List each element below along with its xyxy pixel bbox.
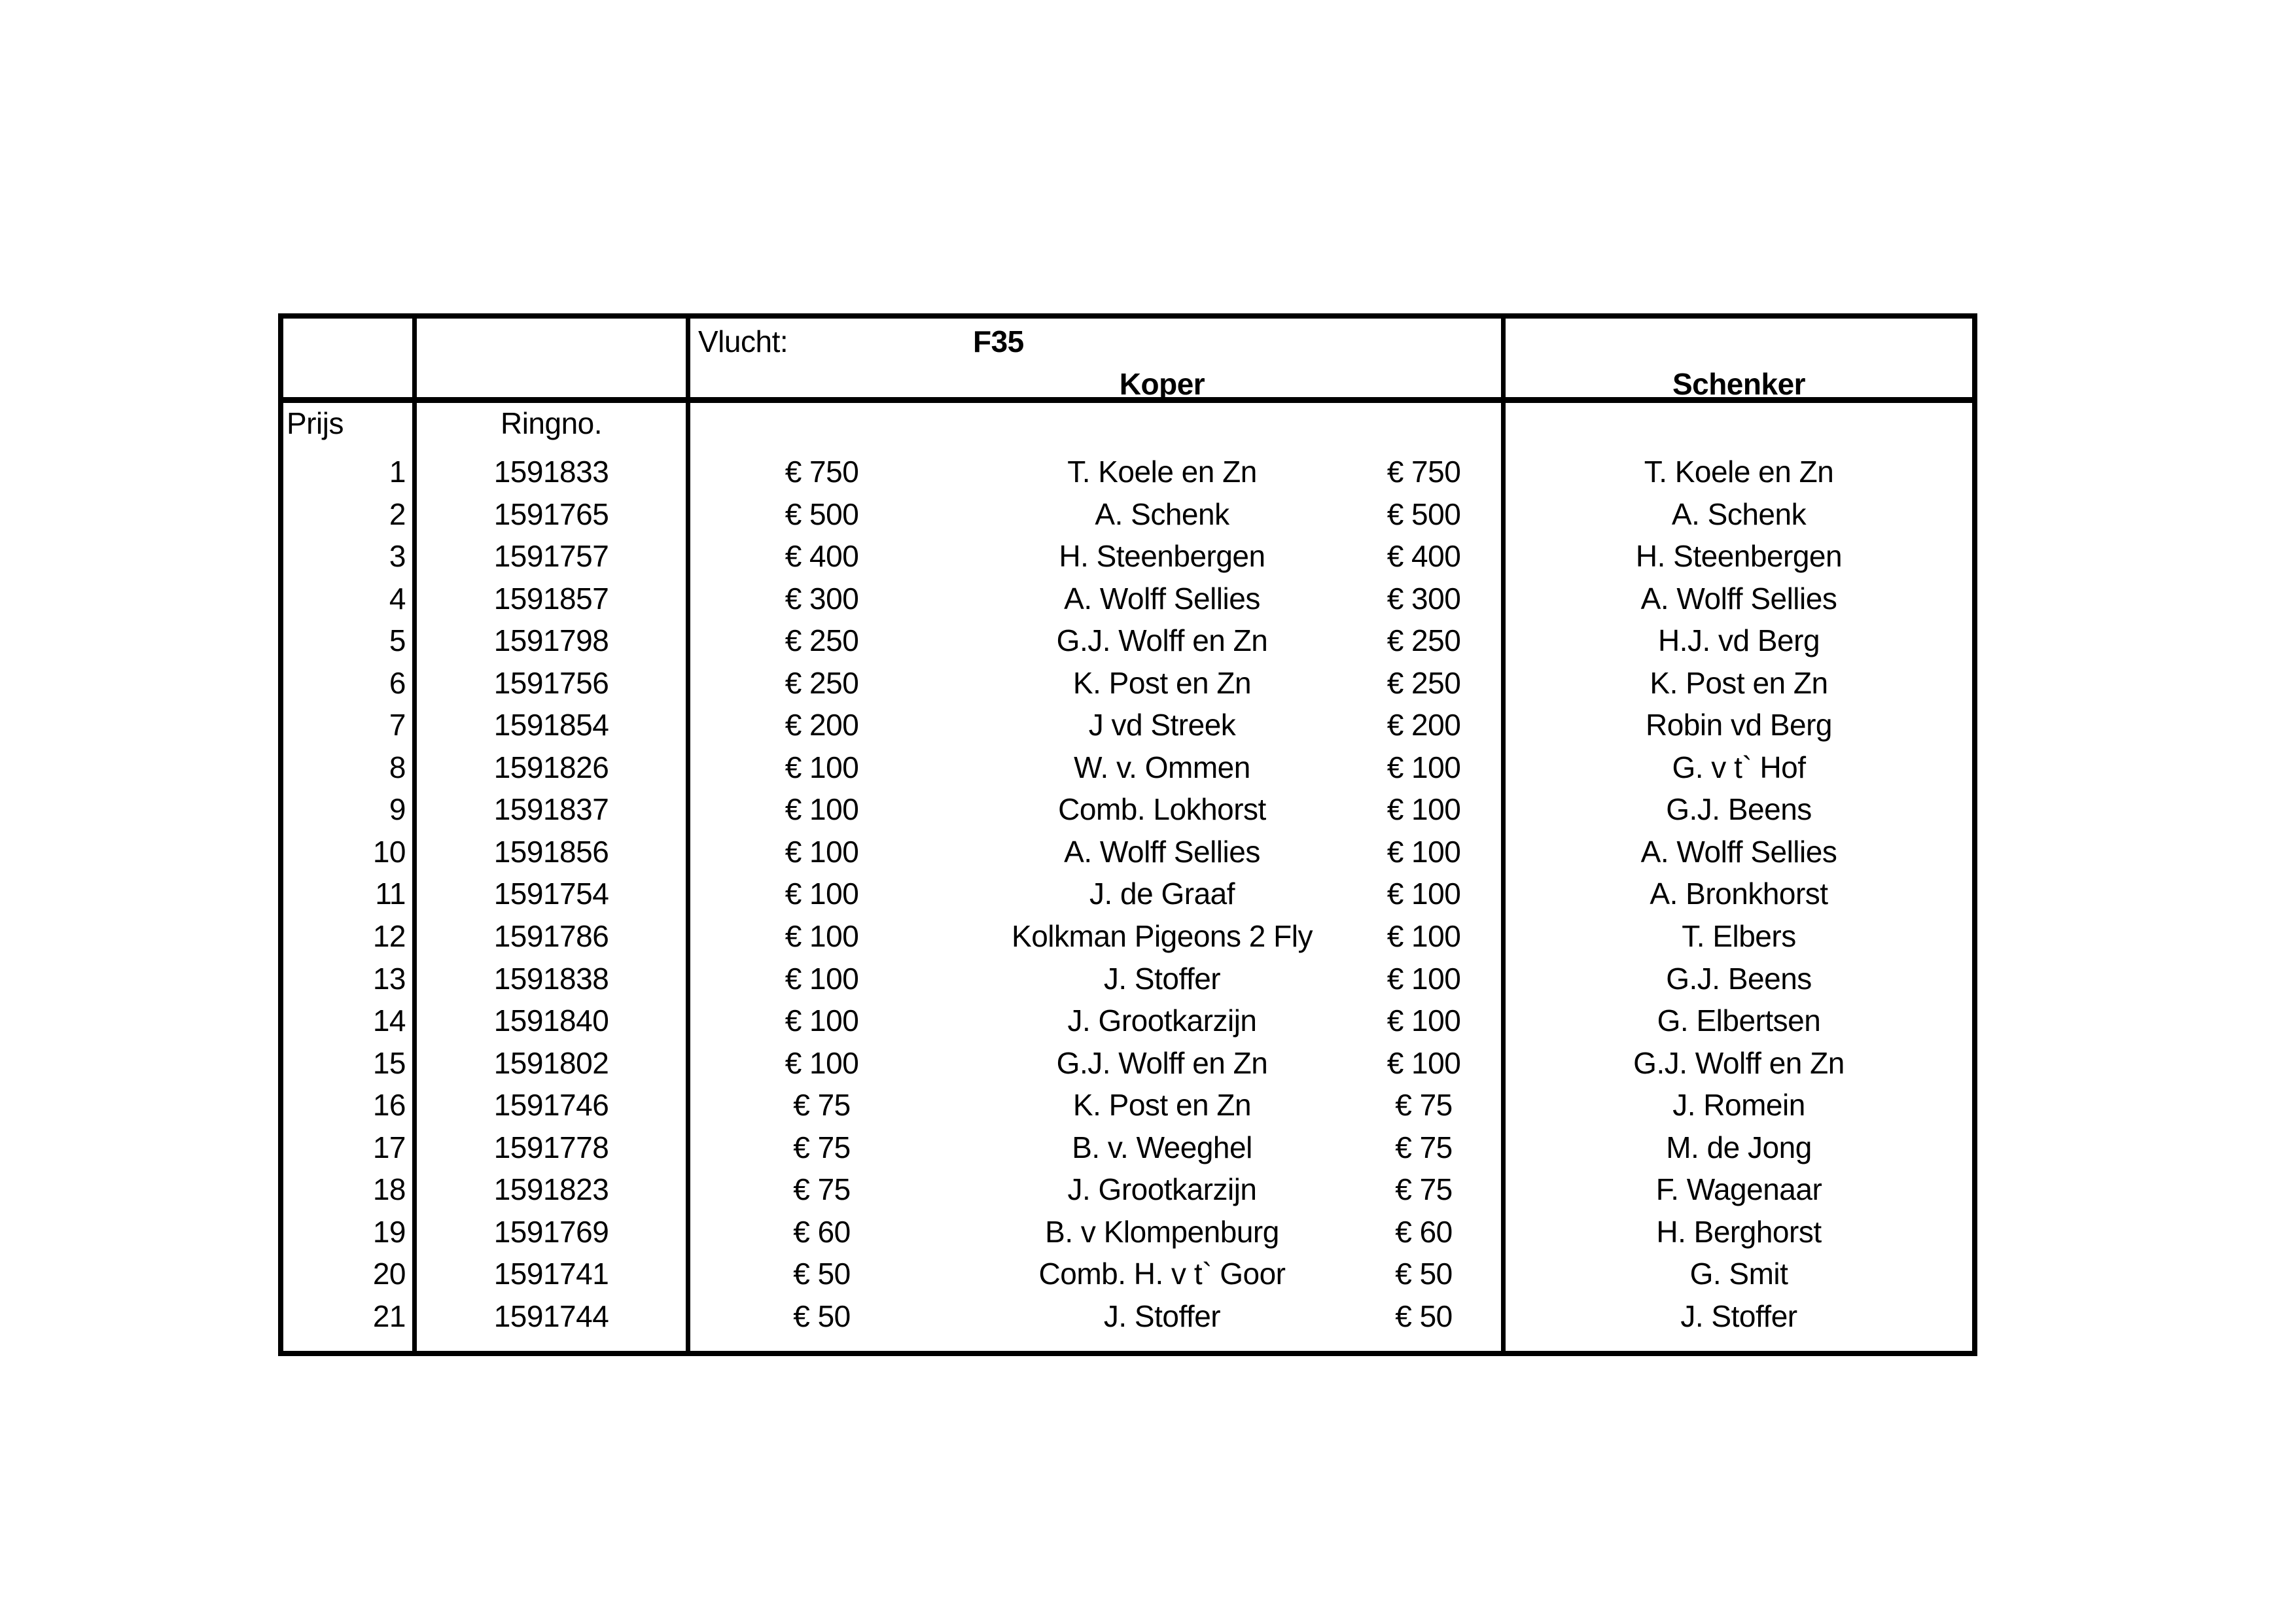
prijs-cell: 20 [372, 1257, 406, 1291]
koper-name-cell: T. Koele en Zn [1067, 455, 1257, 489]
schenker-bedrag-cell: € 100 [1386, 877, 1461, 911]
ringno-cell: 1591778 [493, 1130, 609, 1164]
table-row [283, 1168, 1972, 1211]
schenker-bedrag-cell: € 200 [1386, 708, 1461, 742]
schenker-name-cell: T. Elbers [1682, 919, 1796, 954]
schenker-bedrag-cell: € 60 [1395, 1214, 1453, 1249]
schenker-name-cell: H. Steenbergen [1635, 539, 1843, 574]
ringno-cell: 1591833 [493, 455, 609, 489]
schenker-name-cell: K. Post en Zn [1650, 665, 1828, 700]
ringno-cell: 1591754 [493, 877, 609, 911]
koper-bedrag-cell: € 250 [785, 665, 859, 700]
koper-name-cell: G.J. Wolff en Zn [1056, 1045, 1268, 1080]
schenker-name-cell: J. Stoffer [1680, 1299, 1797, 1333]
schenker-name-cell: G. v t` Hof [1672, 750, 1806, 784]
koper-bedrag-cell: € 75 [793, 1172, 851, 1207]
auction-results-table [278, 313, 1977, 1356]
schenker-bedrag-cell: € 100 [1386, 919, 1461, 954]
koper-name-cell: B. v. Weeghel [1072, 1130, 1252, 1164]
prijs-cell: 19 [372, 1214, 406, 1249]
prijs-cell: 16 [372, 1088, 406, 1123]
schenker-name-cell: H.J. vd Berg [1657, 623, 1820, 658]
koper-bedrag-cell: € 300 [785, 581, 859, 616]
prijs-cell: 2 [389, 497, 406, 531]
table-row [283, 493, 1972, 536]
koper-name-cell: J vd Streek [1088, 708, 1236, 742]
koper-bedrag-cell: € 100 [785, 1003, 859, 1038]
koper-bedrag-cell: € 100 [785, 919, 859, 954]
ringno-cell: 1591802 [493, 1045, 609, 1080]
schenker-name-cell: T. Koele en Zn [1644, 455, 1834, 489]
koper-name-cell: A. Schenk [1095, 497, 1229, 531]
schenker-bedrag-cell: € 100 [1386, 834, 1461, 869]
ringno-cell: 1591857 [493, 581, 609, 616]
ringno-cell: 1591769 [493, 1214, 609, 1249]
ringno-cell: 1591741 [493, 1257, 609, 1291]
table-row [283, 831, 1972, 873]
koper-name-cell: J. de Graaf [1089, 877, 1235, 911]
prijs-cell: 18 [372, 1172, 406, 1207]
ringno-cell: 1591840 [493, 1003, 609, 1038]
ringno-cell: 1591798 [493, 623, 609, 658]
koper-name-cell: B. v Klompenburg [1045, 1214, 1279, 1249]
koper-name-cell: Comb. Lokhorst [1058, 792, 1266, 827]
koper-name-cell: G.J. Wolff en Zn [1056, 623, 1268, 658]
table-row [283, 1211, 1972, 1253]
koper-name-cell: Kolkman Pigeons 2 Fly [1012, 919, 1313, 954]
schenker-column-header: Schenker [1672, 367, 1806, 401]
koper-name-cell: Comb. H. v t` Goor [1038, 1257, 1286, 1291]
table-row [283, 1042, 1972, 1085]
schenker-bedrag-cell: € 100 [1386, 792, 1461, 827]
koper-name-cell: A. Wolff Sellies [1064, 581, 1260, 616]
prijs-cell: 21 [372, 1299, 406, 1333]
schenker-bedrag-cell: € 100 [1386, 1045, 1461, 1080]
table-row [283, 958, 1972, 1000]
prijs-cell: 13 [372, 961, 406, 996]
ringno-cell: 1591823 [493, 1172, 609, 1207]
koper-bedrag-cell: € 100 [785, 877, 859, 911]
ringno-cell: 1591837 [493, 792, 609, 827]
prijs-column-header: Prijs [287, 406, 344, 440]
koper-name-cell: K. Post en Zn [1072, 665, 1252, 700]
table-row [283, 873, 1972, 915]
schenker-bedrag-cell: € 300 [1386, 581, 1461, 616]
prijs-cell: 9 [389, 792, 406, 827]
koper-name-cell: J. Grootkarzijn [1067, 1003, 1257, 1038]
prijs-cell: 8 [389, 750, 406, 784]
table-rows [283, 451, 1972, 1337]
schenker-bedrag-cell: € 50 [1395, 1299, 1453, 1333]
table-row [283, 578, 1972, 620]
koper-bedrag-cell: € 60 [793, 1214, 851, 1249]
table-row [283, 915, 1972, 958]
schenker-bedrag-cell: € 75 [1395, 1130, 1453, 1164]
table-row [283, 620, 1972, 662]
schenker-bedrag-cell: € 250 [1386, 623, 1461, 658]
table-row [283, 788, 1972, 831]
table-row [283, 746, 1972, 789]
schenker-name-cell: G.J. Beens [1666, 961, 1812, 996]
koper-bedrag-cell: € 100 [785, 750, 859, 784]
table-row [283, 535, 1972, 578]
schenker-name-cell: Robin vd Berg [1646, 708, 1832, 742]
koper-bedrag-cell: € 250 [785, 623, 859, 658]
schenker-name-cell: A. Wolff Sellies [1640, 834, 1837, 869]
schenker-name-cell: G.J. Beens [1666, 792, 1812, 827]
table-row [283, 1253, 1972, 1295]
schenker-name-cell: G. Smit [1689, 1257, 1788, 1291]
koper-bedrag-cell: € 400 [785, 539, 859, 574]
prijs-cell: 6 [389, 665, 406, 700]
prijs-cell: 3 [389, 539, 406, 574]
table-row [283, 1000, 1972, 1042]
schenker-name-cell: F. Wagenaar [1655, 1172, 1822, 1207]
ringno-cell: 1591854 [493, 708, 609, 742]
koper-bedrag-cell: € 500 [785, 497, 859, 531]
ringno-cell: 1591765 [493, 497, 609, 531]
prijs-cell: 1 [389, 455, 406, 489]
koper-column-header: Koper [1119, 367, 1205, 401]
schenker-name-cell: H. Berghorst [1656, 1214, 1822, 1249]
schenker-bedrag-cell: € 100 [1386, 750, 1461, 784]
schenker-bedrag-cell: € 75 [1395, 1088, 1453, 1123]
prijs-cell: 12 [372, 919, 406, 954]
table-row [283, 1126, 1972, 1169]
vlucht-value: F35 [973, 324, 1024, 358]
schenker-bedrag-cell: € 750 [1386, 455, 1461, 489]
ringno-cell: 1591826 [493, 750, 609, 784]
ringno-cell: 1591838 [493, 961, 609, 996]
prijs-cell: 15 [372, 1045, 406, 1080]
koper-bedrag-cell: € 100 [785, 834, 859, 869]
koper-name-cell: A. Wolff Sellies [1064, 834, 1260, 869]
schenker-name-cell: A. Schenk [1671, 497, 1807, 531]
koper-bedrag-cell: € 100 [785, 792, 859, 827]
ringno-cell: 1591746 [493, 1088, 609, 1123]
koper-name-cell: K. Post en Zn [1072, 1088, 1252, 1123]
koper-bedrag-cell: € 750 [785, 455, 859, 489]
koper-name-cell: J. Stoffer [1103, 961, 1221, 996]
schenker-name-cell: G.J. Wolff en Zn [1633, 1045, 1845, 1080]
koper-name-cell: H. Steenbergen [1059, 539, 1265, 574]
schenker-bedrag-cell: € 75 [1395, 1172, 1453, 1207]
koper-name-cell: W. v. Ommen [1074, 750, 1250, 784]
ringno-cell: 1591756 [493, 665, 609, 700]
ringno-column-header: Ringno. [500, 406, 603, 440]
schenker-bedrag-cell: € 500 [1386, 497, 1461, 531]
prijs-cell: 4 [389, 581, 406, 616]
koper-name-cell: J. Stoffer [1103, 1299, 1221, 1333]
koper-name-cell: J. Grootkarzijn [1067, 1172, 1257, 1207]
koper-bedrag-cell: € 50 [793, 1257, 851, 1291]
koper-bedrag-cell: € 200 [785, 708, 859, 742]
ringno-cell: 1591757 [493, 539, 609, 574]
schenker-bedrag-cell: € 400 [1386, 539, 1461, 574]
prijs-cell: 7 [389, 708, 406, 742]
koper-bedrag-cell: € 100 [785, 1045, 859, 1080]
table-row [283, 662, 1972, 705]
vlucht-label: Vlucht: [698, 324, 788, 358]
table-row [283, 704, 1972, 746]
prijs-cell: 17 [372, 1130, 406, 1164]
table-row [283, 1084, 1972, 1126]
ringno-cell: 1591856 [493, 834, 609, 869]
schenker-name-cell: A. Bronkhorst [1650, 877, 1828, 911]
prijs-cell: 11 [375, 877, 406, 911]
table-row [283, 451, 1972, 493]
schenker-name-cell: G. Elbertsen [1657, 1003, 1821, 1038]
schenker-bedrag-cell: € 50 [1395, 1257, 1453, 1291]
prijs-cell: 14 [372, 1003, 406, 1038]
koper-bedrag-cell: € 50 [793, 1299, 851, 1333]
schenker-bedrag-cell: € 100 [1386, 1003, 1461, 1038]
prijs-cell: 5 [389, 623, 406, 658]
ringno-cell: 1591786 [493, 919, 609, 954]
schenker-name-cell: J. Romein [1672, 1088, 1805, 1123]
schenker-name-cell: M. de Jong [1666, 1130, 1812, 1164]
table-row [283, 1295, 1972, 1338]
schenker-bedrag-cell: € 250 [1386, 665, 1461, 700]
koper-bedrag-cell: € 75 [793, 1088, 851, 1123]
koper-bedrag-cell: € 100 [785, 961, 859, 996]
schenker-name-cell: A. Wolff Sellies [1640, 581, 1837, 616]
ringno-cell: 1591744 [493, 1299, 609, 1333]
schenker-bedrag-cell: € 100 [1386, 961, 1461, 996]
prijs-cell: 10 [372, 834, 406, 869]
koper-bedrag-cell: € 75 [793, 1130, 851, 1164]
